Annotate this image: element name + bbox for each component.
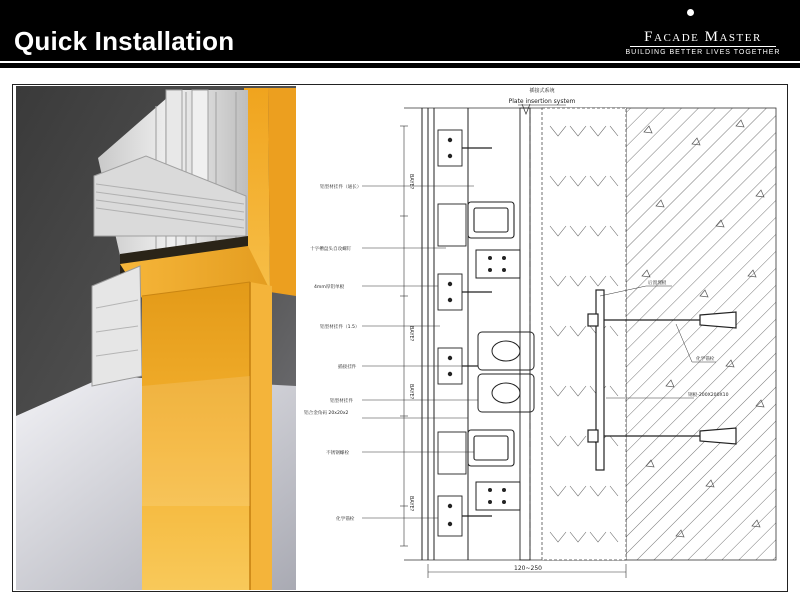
dim-label-3: BAYE?	[408, 384, 414, 400]
dim-label-2: BAYE?	[408, 326, 414, 342]
callout-label-9: 化学锚栓	[336, 517, 355, 522]
callout-label-7: 铝合金角码 20x20x2	[304, 411, 349, 416]
callout-label-8: 不锈钢螺栓	[326, 451, 349, 456]
facade-master-logo	[618, 6, 788, 58]
steel-plate-label: 钢板-200X200X10	[688, 393, 729, 398]
bottom-dimension: 120~250	[514, 565, 542, 572]
logo-dot-icon	[687, 9, 694, 16]
drawing-title-en: Plate insertion system	[508, 98, 576, 105]
section-drawing	[296, 86, 786, 590]
callout-label-1: 铝型材挂件（通长）	[320, 185, 362, 190]
logo-name: Facade Master	[644, 29, 762, 45]
header-divider	[0, 61, 800, 63]
logo-divider	[630, 46, 776, 47]
facade-render-image	[16, 86, 296, 590]
anchor-plate-label: 后置埋板	[648, 281, 667, 286]
callout-label-2: 十字槽盘头自攻螺钉	[310, 247, 352, 252]
dim-label-1: BAYE?	[408, 174, 414, 190]
logo-tagline: BUILDING BETTER LIVES TOGETHER	[625, 49, 781, 56]
drawing-title-cn: 插接式系统	[529, 88, 555, 94]
callout-label-3: 4mm厚铝单板	[314, 285, 345, 290]
header-bar	[0, 0, 800, 68]
callout-label-6: 铝型材挂件	[330, 399, 353, 404]
dim-label-4: BAYE?	[408, 496, 414, 512]
callout-label-5: 插接挂件	[338, 365, 357, 370]
callout-label-4: 铝型材挂件（1.5）	[320, 325, 360, 330]
page-title: Quick Installation	[14, 26, 235, 56]
chemical-bolt-label: 化学锚栓	[696, 357, 715, 362]
